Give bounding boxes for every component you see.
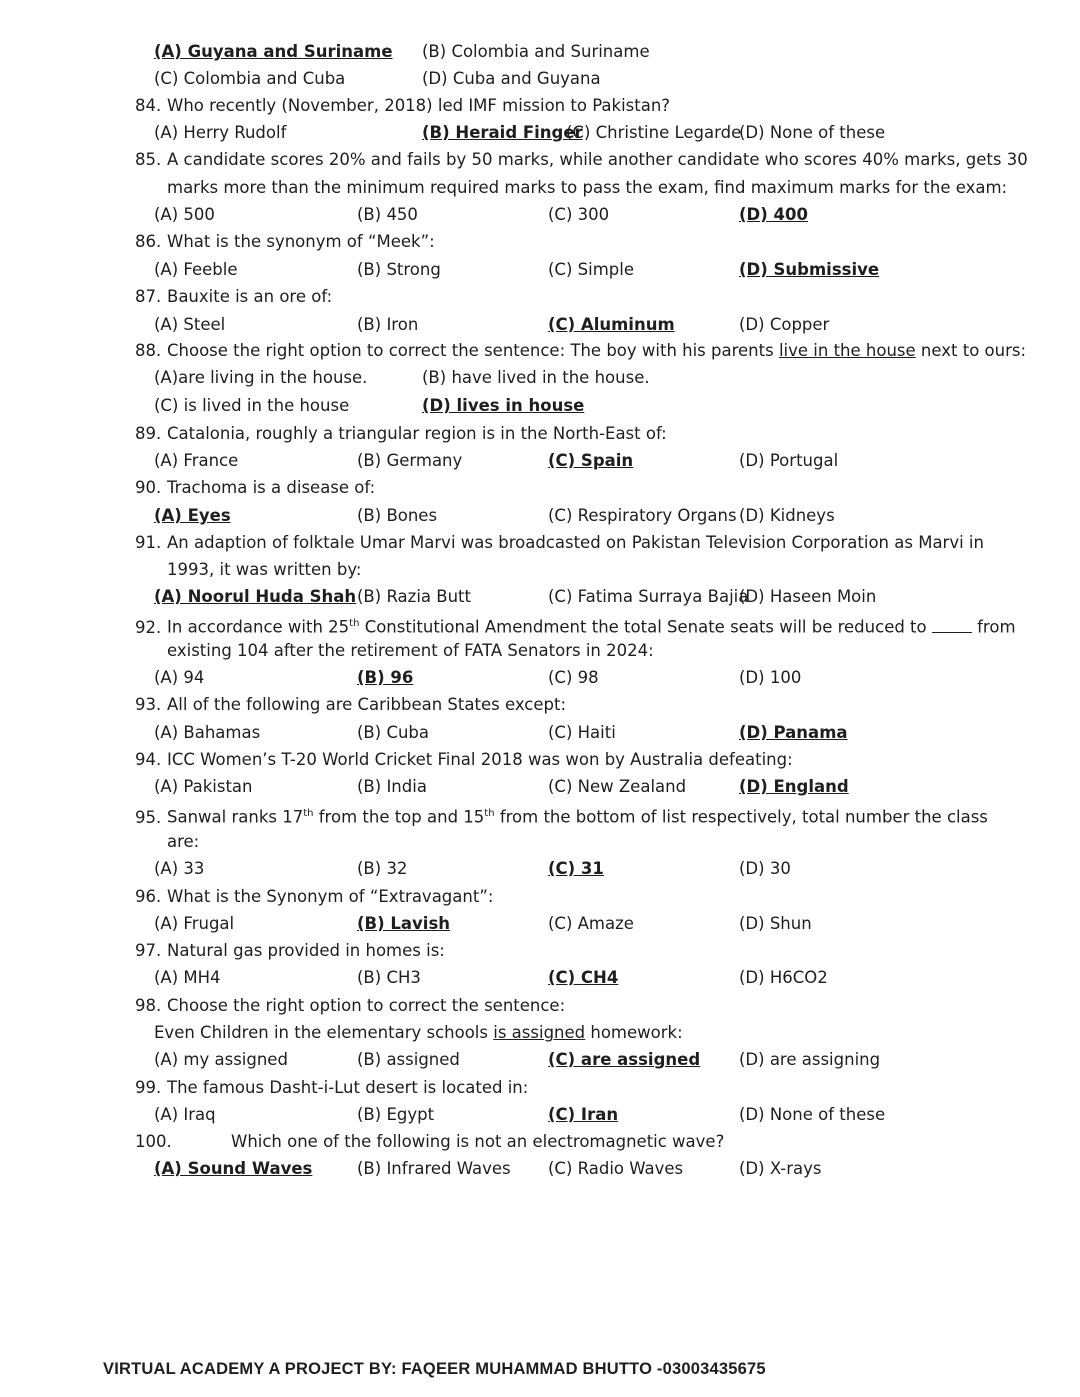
question-92 <box>135 614 1016 638</box>
question-84 <box>135 96 670 116</box>
question-88 <box>135 341 1026 361</box>
question-text: Bauxite is an ore of: <box>167 287 333 306</box>
q93-option-b: (B) Cuba <box>357 723 430 742</box>
q89-option-a: (A) France <box>154 451 239 470</box>
question-text: Choose the right option to correct the sentence: The boy with his parents <box>167 341 774 360</box>
question-94 <box>135 750 793 770</box>
q94-option-a: (A) Pakistan <box>154 777 253 796</box>
question-85 <box>135 150 1028 170</box>
question-text: What is the synonym of “Meek”: <box>167 232 435 251</box>
question-91-continued: 1993, it was written by: <box>167 560 362 579</box>
q93-option-a: (A) Bahamas <box>154 723 261 742</box>
q98-option-b: (B) assigned <box>357 1050 460 1069</box>
question-number: 86. <box>135 232 162 251</box>
question-86 <box>135 232 435 252</box>
question-number: 90. <box>135 478 162 497</box>
q89-option-b: (B) Germany <box>357 451 463 470</box>
q95-option-d: (D) 30 <box>739 859 791 878</box>
q94-option-c: (C) New Zealand <box>548 777 687 796</box>
q95-option-a: (A) 33 <box>154 859 205 878</box>
underlined-phrase: is assigned <box>493 1023 586 1042</box>
question-95-continued: are: <box>167 832 200 851</box>
q88-option-b: (B) have lived in the house. <box>422 368 650 387</box>
q96-option-a: (A) Frugal <box>154 914 235 933</box>
q91-option-b: (B) Razia Butt <box>357 587 471 606</box>
question-text: A candidate scores 20% and fails by 50 marks, while another candidate who scores 40% marks, gets 30 <box>167 150 1028 169</box>
question-95 <box>135 804 988 828</box>
q86-option-b: (B) Strong <box>357 260 441 279</box>
q97-option-b: (B) CH3 <box>357 968 421 987</box>
q99-option-c: (C) Iran <box>548 1105 619 1124</box>
question-93 <box>135 695 566 715</box>
q92-option-b: (B) 96 <box>357 668 414 687</box>
question-text: Natural gas provided in homes is: <box>167 941 445 960</box>
q87-option-b: (B) Iron <box>357 315 419 334</box>
q96-option-d: (D) Shun <box>739 914 812 933</box>
question-number: 96. <box>135 887 162 906</box>
q94-option-b: (B) India <box>357 777 427 796</box>
q86-option-c: (C) Simple <box>548 260 634 279</box>
q100-option-b: (B) Infrared Waves <box>357 1159 511 1178</box>
q95-option-c: (C) 31 <box>548 859 604 878</box>
question-number: 98. <box>135 996 162 1015</box>
q99-option-b: (B) Egypt <box>357 1105 435 1124</box>
question-text-end: next to ours: <box>920 341 1027 360</box>
question-92-continued: existing 104 after the retirement of FATA Senators in 2024: <box>167 641 654 660</box>
question-text: An adaption of folktale Umar Marvi was broadcasted on Pakistan Television Corporation as Marvi in <box>167 533 984 552</box>
q100-option-c: (C) Radio Waves <box>548 1159 684 1178</box>
question-number: 100. <box>135 1132 172 1151</box>
q100-option-d: (D) X-rays <box>739 1159 822 1178</box>
question-text-end: from the bottom of list respectively, total number the class <box>499 807 988 827</box>
question-98-sentence <box>154 1023 683 1043</box>
q90-option-c: (C) Respiratory Organs <box>548 506 737 525</box>
q93-option-d: (D) Panama <box>739 723 848 742</box>
q84-option-a: (A) Herry Rudolf <box>154 123 287 142</box>
question-text: Who recently (November, 2018) led IMF mission to Pakistan? <box>167 96 671 115</box>
question-89 <box>135 424 667 444</box>
q84-option-c: (C) Christine Legarde <box>566 123 742 142</box>
question-number: 84. <box>135 96 162 115</box>
superscript: th <box>484 808 495 819</box>
superscript: th <box>349 618 360 629</box>
answer-blank <box>932 618 972 633</box>
q89-option-d: (D) Portugal <box>739 451 839 470</box>
page-footer: VIRTUAL ACADEMY A PROJECT BY: FAQEER MUHAMMAD BHUTTO -03003435675 <box>103 1360 766 1378</box>
prev-option-d: (D) Cuba and Guyana <box>422 69 601 88</box>
q84-option-d: (D) None of these <box>739 123 886 142</box>
q90-option-b: (B) Bones <box>357 506 438 525</box>
q100-option-a: (A) Sound Waves <box>154 1159 313 1178</box>
q84-option-b: (B) Heraid Finger <box>422 123 583 142</box>
question-text: The famous Dasht-i-Lut desert is located in: <box>167 1078 529 1097</box>
q91-option-a: (A) Noorul Huda Shah <box>154 587 357 606</box>
question-text-mid: Constitutional Amendment the total Senate seats will be reduced to <box>364 617 927 637</box>
q92-option-c: (C) 98 <box>548 668 599 687</box>
question-text: Sanwal ranks 17 <box>167 807 304 827</box>
q98-option-d: (D) are assigning <box>739 1050 881 1069</box>
question-87 <box>135 287 332 307</box>
question-98 <box>135 996 565 1016</box>
q91-option-d: (D) Haseen Moin <box>739 587 877 606</box>
question-number: 89. <box>135 424 162 443</box>
question-number: 87. <box>135 287 162 306</box>
question-96 <box>135 887 493 907</box>
question-number: 93. <box>135 695 162 714</box>
q85-option-b: (B) 450 <box>357 205 418 224</box>
sentence-start: Even Children in the elementary schools <box>154 1023 488 1042</box>
q94-option-d: (D) England <box>739 777 849 796</box>
question-text-mid: from the top and 15 <box>318 807 485 827</box>
q85-option-d: (D) 400 <box>739 205 808 224</box>
q92-option-d: (D) 100 <box>739 668 802 687</box>
question-text: Choose the right option to correct the sentence: <box>167 996 566 1015</box>
q89-option-c: (C) Spain <box>548 451 634 470</box>
question-number: 91. <box>135 533 162 552</box>
question-text: Catalonia, roughly a triangular region is in the North-East of: <box>167 424 667 443</box>
q90-option-d: (D) Kidneys <box>739 506 835 525</box>
q97-option-a: (A) MH4 <box>154 968 221 987</box>
prev-option-a: (A) Guyana and Suriname <box>154 42 393 61</box>
prev-option-c: (C) Colombia and Cuba <box>154 69 346 88</box>
question-text: Trachoma is a disease of: <box>167 478 376 497</box>
q92-option-a: (A) 94 <box>154 668 205 687</box>
question-99 <box>135 1078 528 1098</box>
q99-option-d: (D) None of these <box>739 1105 886 1124</box>
question-number: 88. <box>135 341 162 360</box>
q88-option-a: (A)are living in the house. <box>154 368 368 387</box>
question-85-continued: marks more than the minimum required marks to pass the exam, find maximum marks for the exam: <box>167 178 1008 197</box>
q97-option-d: (D) H6CO2 <box>739 968 828 987</box>
q88-option-d: (D) lives in house <box>422 396 585 415</box>
underlined-phrase: live in the house <box>778 341 916 360</box>
q96-option-c: (C) Amaze <box>548 914 634 933</box>
superscript: th <box>303 808 314 819</box>
q91-option-c: (C) Fatima Surraya Bajia <box>548 587 749 606</box>
q93-option-c: (C) Haiti <box>548 723 616 742</box>
q88-option-c: (C) is lived in the house <box>154 396 350 415</box>
question-text: What is the Synonym of “Extravagant”: <box>167 887 494 906</box>
question-number: 95. <box>135 807 162 827</box>
question-91 <box>135 533 984 553</box>
q86-option-d: (D) Submissive <box>739 260 880 279</box>
q86-option-a: (A) Feeble <box>154 260 238 279</box>
q97-option-c: (C) CH4 <box>548 968 619 987</box>
question-97 <box>135 941 445 961</box>
q85-option-c: (C) 300 <box>548 205 610 224</box>
question-text: Which one of the following is not an electromagnetic wave? <box>231 1132 725 1151</box>
sentence-end: homework: <box>590 1023 683 1042</box>
question-number: 94. <box>135 750 162 769</box>
q87-option-d: (D) Copper <box>739 315 830 334</box>
question-number: 97. <box>135 941 162 960</box>
q96-option-b: (B) Lavish <box>357 914 451 933</box>
prev-option-b: (B) Colombia and Suriname <box>422 42 650 61</box>
q87-option-a: (A) Steel <box>154 315 226 334</box>
q99-option-a: (A) Iraq <box>154 1105 216 1124</box>
q87-option-c: (C) Aluminum <box>548 315 675 334</box>
question-number: 92. <box>135 617 162 637</box>
question-number: 99. <box>135 1078 162 1097</box>
question-100 <box>135 1132 724 1152</box>
question-90 <box>135 478 375 498</box>
q85-option-a: (A) 500 <box>154 205 215 224</box>
question-number: 85. <box>135 150 162 169</box>
q95-option-b: (B) 32 <box>357 859 408 878</box>
question-text: In accordance with 25 <box>167 617 350 637</box>
question-text-end: from <box>977 617 1016 637</box>
q98-option-a: (A) my assigned <box>154 1050 288 1069</box>
question-text: ICC Women’s T-20 World Cricket Final 2018 was won by Australia defeating: <box>167 750 793 769</box>
question-text: All of the following are Caribbean States except: <box>167 695 567 714</box>
q98-option-c: (C) are assigned <box>548 1050 701 1069</box>
q90-option-a: (A) Eyes <box>154 506 231 525</box>
